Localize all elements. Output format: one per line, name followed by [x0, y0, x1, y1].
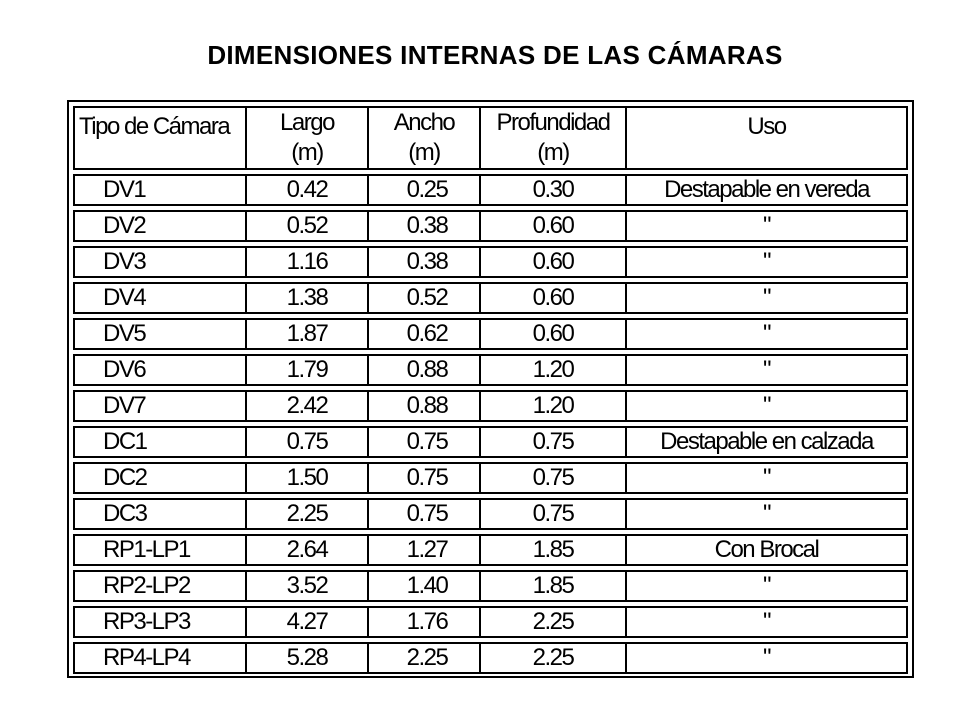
header-largo-label: Largo	[280, 109, 334, 136]
header-largo-unit: (m)	[291, 139, 323, 166]
header-tipo	[75, 108, 247, 168]
cell-profundidad: 0.75	[481, 464, 627, 492]
cell-largo: 1.16	[247, 248, 369, 276]
table-row	[73, 318, 908, 350]
table-row	[73, 534, 908, 566]
cell-uso: "	[762, 464, 771, 491]
cell-ancho: 0.52	[369, 284, 481, 312]
cell-ancho: 1.76	[369, 608, 481, 636]
cell-tipo: DC2	[75, 464, 247, 492]
table-row	[73, 174, 908, 206]
table-row	[73, 642, 908, 674]
cell-uso: Con Brocal	[714, 536, 819, 563]
header-ancho-label: Ancho	[393, 109, 455, 136]
cell-largo: 1.38	[247, 284, 369, 312]
cell-uso: "	[762, 212, 771, 239]
cell-uso: Destapable en vereda	[664, 176, 869, 203]
cell-profundidad: 0.60	[481, 284, 627, 312]
cell-uso: "	[762, 248, 771, 275]
cell-tipo: DV4	[75, 284, 247, 312]
cell-profundidad: 0.60	[481, 212, 627, 240]
cell-tipo: RP1-LP1	[75, 536, 247, 564]
cell-largo: 2.64	[247, 536, 369, 564]
header-profundidad	[481, 108, 627, 168]
cell-profundidad: 0.60	[481, 320, 627, 348]
cell-profundidad: 0.75	[481, 428, 627, 456]
cell-ancho: 2.25	[369, 644, 481, 672]
table-row	[73, 354, 908, 386]
cell-tipo: RP4-LP4	[75, 644, 247, 672]
cell-largo: 3.52	[247, 572, 369, 600]
cell-uso: Destapable en calzada	[660, 428, 873, 455]
cell-ancho: 0.75	[369, 464, 481, 492]
table-row	[73, 390, 908, 422]
cell-ancho: 0.38	[369, 248, 481, 276]
cell-uso: "	[762, 644, 771, 671]
table-row	[73, 426, 908, 458]
cell-tipo: DV7	[75, 392, 247, 420]
table-row	[73, 570, 908, 602]
cell-largo: 1.50	[247, 464, 369, 492]
cell-tipo: DV3	[75, 248, 247, 276]
cell-tipo: DV1	[75, 176, 247, 204]
cell-largo: 5.28	[247, 644, 369, 672]
cell-uso: "	[762, 572, 771, 599]
cell-tipo: DV2	[75, 212, 247, 240]
cell-ancho: 0.75	[369, 428, 481, 456]
cell-profundidad: 1.85	[481, 536, 627, 564]
cell-tipo: RP3-LP3	[75, 608, 247, 636]
cell-largo: 2.25	[247, 500, 369, 528]
header-ancho-unit: (m)	[408, 139, 440, 166]
table-row	[73, 246, 908, 278]
header-uso-label: Uso	[747, 113, 786, 140]
cell-profundidad: 2.25	[481, 644, 627, 672]
cell-uso: "	[762, 356, 771, 383]
cell-uso: "	[762, 608, 771, 635]
table-row	[73, 606, 908, 638]
cell-ancho: 0.38	[369, 212, 481, 240]
cell-largo: 2.42	[247, 392, 369, 420]
header-largo	[247, 108, 369, 168]
cell-ancho: 0.75	[369, 500, 481, 528]
cell-uso: "	[762, 500, 771, 527]
cell-ancho: 0.88	[369, 356, 481, 384]
header-uso	[627, 108, 906, 168]
cell-profundidad: 0.60	[481, 248, 627, 276]
page-title: DIMENSIONES INTERNAS DE LAS CÁMARAS	[207, 40, 783, 70]
cell-largo: 1.79	[247, 356, 369, 384]
cell-profundidad: 0.75	[481, 500, 627, 528]
cell-tipo: RP2-LP2	[75, 572, 247, 600]
chambers-table	[67, 100, 914, 678]
cell-profundidad: 0.30	[481, 176, 627, 204]
cell-tipo: DV6	[75, 356, 247, 384]
cell-largo: 4.27	[247, 608, 369, 636]
cell-largo: 1.87	[247, 320, 369, 348]
cell-tipo: DC1	[75, 428, 247, 456]
header-profundidad-label: Profundidad	[496, 109, 610, 136]
table-row	[73, 498, 908, 530]
cell-ancho: 0.62	[369, 320, 481, 348]
table-row	[73, 282, 908, 314]
header-tipo-label: Tipo de Cámara	[79, 113, 230, 140]
cell-profundidad: 1.85	[481, 572, 627, 600]
cell-largo: 0.42	[247, 176, 369, 204]
cell-ancho: 1.40	[369, 572, 481, 600]
table-row	[73, 210, 908, 242]
table-grid	[73, 106, 908, 672]
cell-profundidad: 1.20	[481, 392, 627, 420]
cell-tipo: DV5	[75, 320, 247, 348]
cell-ancho: 1.27	[369, 536, 481, 564]
cell-uso: "	[762, 320, 771, 347]
cell-ancho: 0.88	[369, 392, 481, 420]
cell-ancho: 0.25	[369, 176, 481, 204]
cell-uso: "	[762, 392, 771, 419]
cell-largo: 0.52	[247, 212, 369, 240]
header-ancho	[369, 108, 481, 168]
table-header-row	[73, 106, 908, 170]
header-profundidad-unit: (m)	[537, 139, 569, 166]
table-row	[73, 462, 908, 494]
cell-tipo: DC3	[75, 500, 247, 528]
cell-largo: 0.75	[247, 428, 369, 456]
cell-profundidad: 1.20	[481, 356, 627, 384]
cell-profundidad: 2.25	[481, 608, 627, 636]
cell-uso: "	[762, 284, 771, 311]
